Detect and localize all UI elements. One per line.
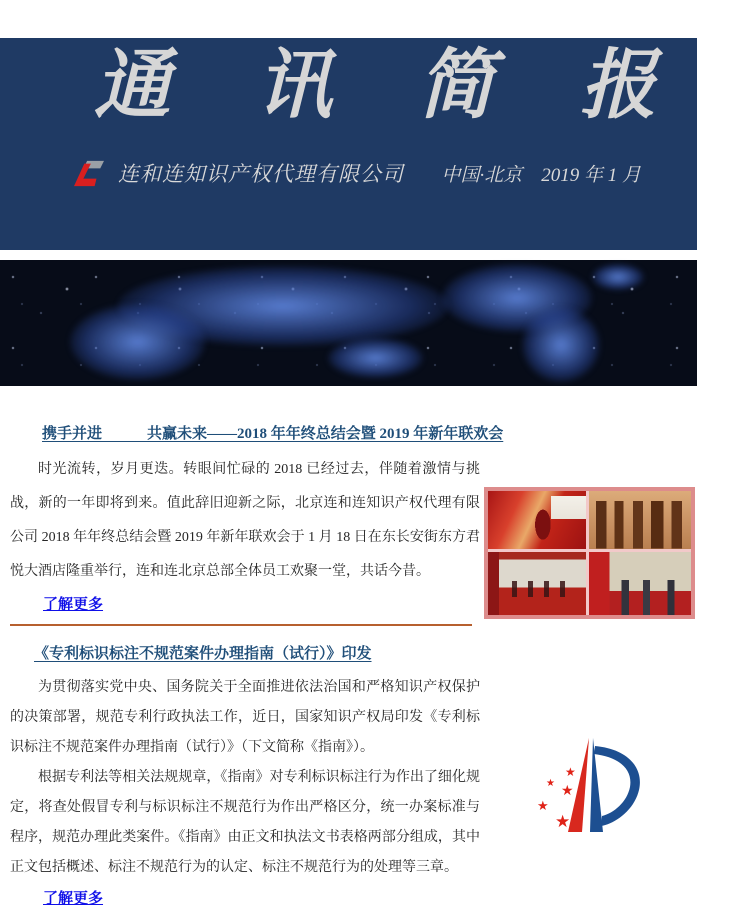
photo-trio-performance [589,552,691,615]
continent-greenland [592,264,644,290]
photo-group-performance [488,552,586,615]
photo-stage-performer [488,491,586,549]
article-paragraph: 根据专利法等相关法规规章，《指南》对专利标识标注行为作出了细化规定，将查处假冒专利与标识标注不规范行为作出严格区分，统一办案标准与程序，规范办理此类案件。《指南》由正文和执法文书表格两部分组成，其中正文包括概述、标注不规范行为的认定、标注不规范行为的处理等三章。 [10,770,480,875]
event-photo-collage [484,487,695,619]
newsletter-body [0,422,700,914]
read-more-link[interactable]: 了解更多 [43,891,104,907]
masthead [0,38,742,250]
continent-south-america [522,308,600,382]
photo-silhouette-group [589,491,691,549]
svg-text:★: ★ [537,798,549,813]
continent-australia [328,338,423,378]
article-patent-guide [10,642,480,908]
article-annual-party [10,422,504,614]
article-paragraph: 为贯彻落实党中央、国务院关于全面推进依法治国和严格知识产权保护的决策部署，规范专利行政执法工作，近日，国家知识产权局印发《专利标识标注不规范案件办理指南（试行）》（下文简称《指南》）。 [10,680,480,755]
svg-text:★: ★ [555,812,571,831]
svg-text:★: ★ [546,778,555,789]
continent-africa [70,304,205,380]
svg-text:★: ★ [565,765,576,779]
company-name: 连和连知识产权代理有限公司 [118,162,404,186]
article-paragraph: 时光流转，岁月更迭。转眼间忙碌的 2018 已经过去，伴随着激情与挑战，新的一年即将到来。值此辞旧迎新之际，北京连和连知识产权代理有限公司 2018 年年终总结会暨 2019 年新年联欢会于 1 月 18 日在东长安街东方君悦大酒店隆重举行，连和连北京总部全体员工欢聚一堂，共话今昔。 [10,462,480,579]
edition-info: 中国·北京 2019 年 1 月 [441,164,641,186]
read-more-link[interactable]: 了解更多 [43,597,104,613]
article-title: 携手并进 共赢未来——2018 年年终总结会暨 2019 年新年联欢会 [42,426,504,442]
newsletter-title: 通讯简报 [94,44,742,128]
cnipa-logo-icon [532,732,662,850]
svg-text:★: ★ [561,784,574,799]
company-logo-icon [70,158,108,188]
masthead-info-row [0,158,697,188]
section-divider [10,624,472,626]
newsletter-page [0,38,742,907]
world-map-banner [0,260,697,386]
article-title: 《专利标识标注不规范案件办理指南（试行）》印发 [34,646,372,662]
